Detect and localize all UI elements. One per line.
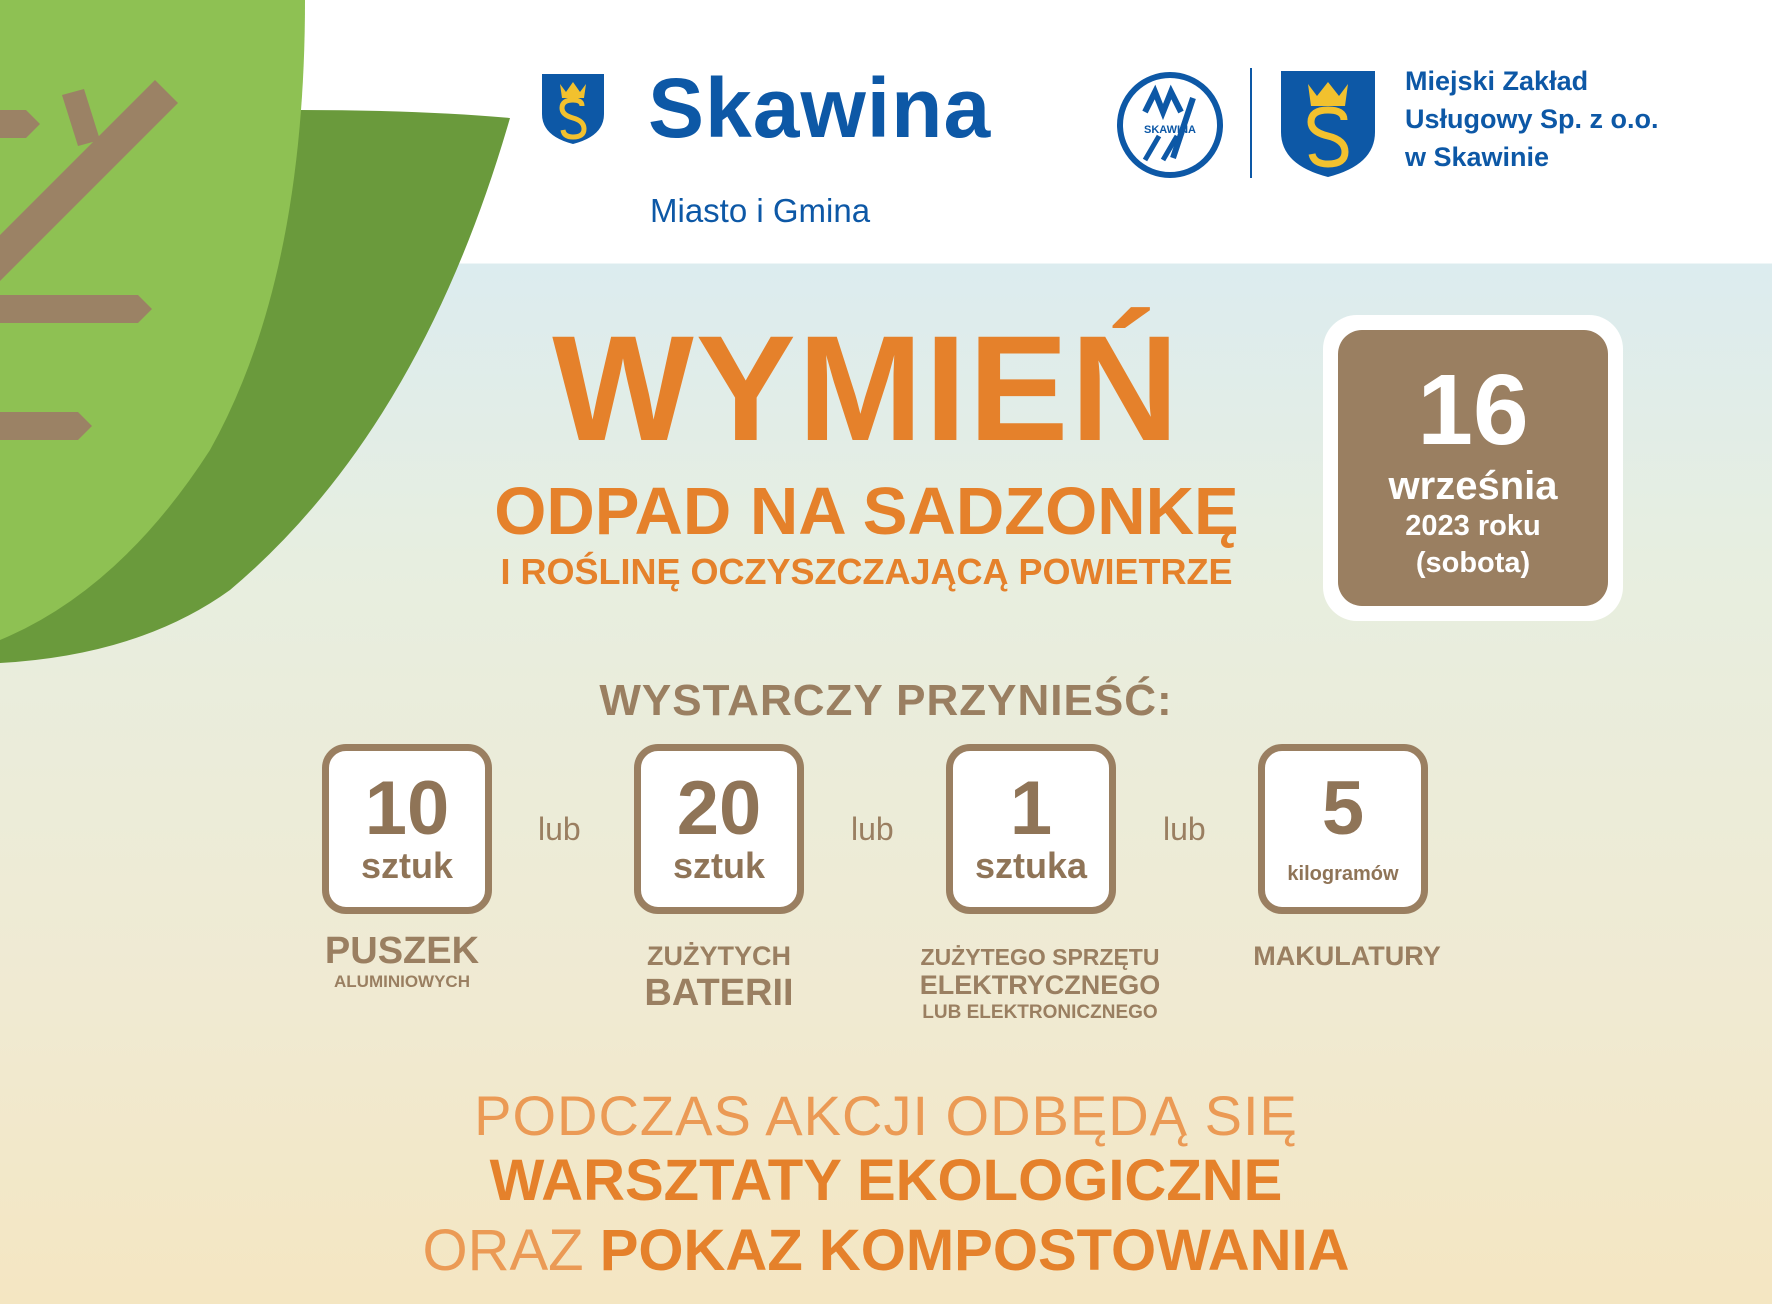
caption-main: MAKULATURY (1253, 941, 1441, 971)
headline (444, 304, 1289, 592)
mzu-logo-text: SKAWINA (1144, 124, 1196, 136)
item-unit: sztuk (360, 845, 454, 886)
caption-main: ELEKTRYCZNEGO (919, 970, 1161, 1000)
headline-title: WYMIEŃ (552, 304, 1181, 472)
company-name (1405, 62, 1659, 176)
date-day: 16 (1417, 354, 1529, 466)
logo-divider (1250, 68, 1252, 178)
lead-text: WYSTARCZY PRZYNIEŚĆ: (599, 676, 1173, 725)
item-box-batteries (634, 744, 804, 914)
item-caption-electronics (890, 944, 1190, 1026)
date-weekday: (sobota) (1415, 547, 1531, 579)
mzu-logo-icon (1115, 70, 1225, 180)
item-number: 1 (1009, 766, 1053, 851)
item-box-paper (1258, 744, 1428, 914)
caption-sub: ALUMINIOWYCH (334, 972, 470, 991)
bottom-line2: WARSZTATY EKOLOGICZNE (489, 1148, 1283, 1213)
caption-top: ZUŻYTYCH (647, 941, 791, 971)
headline-line3: I ROŚLINĘ OCZYSZCZAJĄCĄ POWIETRZE (500, 551, 1233, 592)
company-line: w Skawinie (1405, 142, 1550, 172)
item-number: 10 (364, 766, 450, 851)
separator-or: lub (851, 811, 894, 847)
date-year: 2023 roku (1405, 510, 1541, 542)
leaf-illustration (0, 0, 520, 680)
item-box-electronics (946, 744, 1116, 914)
separator-or: lub (538, 811, 581, 847)
brand-wordmark: Skawina (648, 61, 992, 155)
company-line: Miejski Zakład (1405, 66, 1589, 96)
date-card (1338, 330, 1608, 606)
bottom-line3 (0, 1217, 1772, 1284)
date-month: września (1388, 464, 1558, 508)
brand-subtitle: Miasto i Gmina (650, 192, 871, 229)
item-number: 20 (676, 766, 762, 851)
item-unit: sztuk (672, 845, 766, 886)
caption-main: BATERII (644, 972, 794, 1014)
caption-main: PUSZEK (324, 930, 480, 972)
headline-line2: ODPAD NA SADZONKĘ (494, 474, 1239, 549)
bottom-line3-thin: ORAZ (422, 1218, 584, 1283)
item-unit: kilogramów (1287, 863, 1399, 885)
bottom-line1: PODCZAS AKCJI ODBĘDĄ SIĘ (474, 1084, 1298, 1147)
item-caption-cans (252, 930, 552, 992)
bottom-line3-bold: POKAZ KOMPOSTOWANIA (599, 1218, 1350, 1283)
caption-top: ZUŻYTEGO SPRZĘTU (920, 944, 1160, 970)
item-unit: sztuka (974, 845, 1088, 886)
separator-or: lub (1163, 811, 1206, 847)
item-caption-paper (1197, 940, 1497, 972)
item-box-cans (322, 744, 492, 914)
company-line: Usługowy Sp. z o.o. (1405, 104, 1659, 134)
company-crest-icon (1278, 68, 1378, 180)
item-caption-batteries (569, 940, 869, 1014)
caption-sub: LUB ELEKTRONICZNEGO (922, 1002, 1158, 1023)
skawina-crest-icon (540, 72, 606, 146)
item-number: 5 (1321, 766, 1365, 851)
